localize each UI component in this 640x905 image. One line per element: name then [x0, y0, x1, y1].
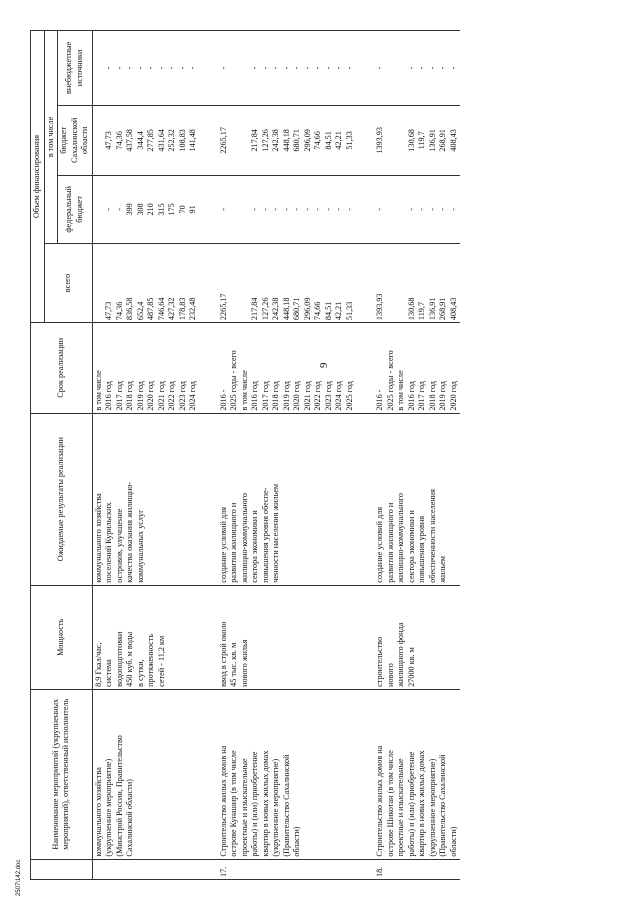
- federal-amount-line: -: [250, 208, 259, 211]
- regional-amount-line: 277,85: [146, 129, 155, 152]
- regional-amount-line: 268,91: [438, 129, 447, 152]
- federal-amount-line: -: [260, 208, 270, 211]
- total-amount-line: 746,64: [156, 297, 166, 321]
- capacity-line: нового жилья: [239, 639, 249, 687]
- row-number-cell: 17.: [218, 859, 357, 879]
- term-line: 2020 год: [292, 381, 301, 411]
- header-name: Наименование мероприятий (укрупненных мероприятий), ответственный исполнитель: [31, 689, 93, 859]
- header-num: [31, 859, 93, 879]
- capacity-cell: [374, 585, 460, 689]
- external-amount-line: -: [438, 66, 447, 70]
- measure-name-cell: [218, 689, 357, 859]
- external-amount-line: -: [125, 66, 134, 70]
- term-line: 2021 год: [156, 381, 166, 411]
- total-amount-line: 427,32: [167, 297, 176, 321]
- measure-name-line: (укрупненное мероприятие): [271, 758, 280, 857]
- total-amount-line: [386, 246, 397, 320]
- table-row: [374, 31, 460, 880]
- spacer-cell: [200, 585, 218, 689]
- capacity-line: жилищного фонда: [396, 622, 405, 687]
- expected-results-line: коммунального хозяйства: [93, 493, 103, 583]
- regional-amount-cell: [92, 105, 200, 175]
- federal-amount-line: -: [271, 208, 280, 211]
- external-amount-line: -: [167, 66, 176, 70]
- header-funding: Объем финансирования: [31, 31, 45, 323]
- spacer-cell: [200, 323, 218, 414]
- measure-name-cell: [374, 689, 460, 859]
- table-row: [218, 31, 357, 880]
- external-amount-line: -: [344, 66, 354, 70]
- total-amount-line: 136,91: [427, 297, 437, 321]
- regional-amount-line: 47,73: [104, 131, 113, 150]
- regional-amount-line: 296,09: [302, 129, 312, 152]
- term-line: 2016 -: [218, 389, 228, 411]
- external-amount-line: [386, 33, 397, 103]
- federal-amount-line: -: [114, 208, 124, 211]
- measure-name-line: проектные и изыскательные: [396, 758, 405, 857]
- row-spacer: [200, 31, 218, 880]
- measure-name-line: проектные и изыскательные: [239, 758, 249, 857]
- total-amount-line: [229, 246, 240, 320]
- measure-name-line: Строительство жилых домов на: [218, 745, 228, 857]
- term-line: 2018 год: [125, 381, 134, 411]
- table-header: [31, 31, 93, 880]
- total-amount-line: 84,51: [323, 301, 333, 321]
- measure-name-line: работы) и (или) приобретение: [250, 751, 259, 857]
- total-amount-cell: [218, 243, 357, 322]
- regional-amount-line: [94, 108, 105, 173]
- term-line: в том числе: [239, 370, 249, 411]
- term-line: 2022 год: [313, 381, 322, 411]
- federal-amount-line: -: [313, 208, 322, 211]
- total-amount-line: 268,91: [438, 297, 447, 321]
- total-amount-line: 448,18: [281, 297, 291, 321]
- regional-amount-line: 136,91: [427, 129, 437, 152]
- federal-amount-line: -: [218, 208, 228, 211]
- measure-name-line: Сахалинской области): [125, 779, 134, 857]
- expected-results-line: развития жилищного и: [385, 502, 395, 583]
- spacer-cell: [200, 413, 218, 585]
- expected-results-line: жильем: [438, 556, 447, 583]
- external-amount-line: [94, 33, 105, 103]
- regional-amount-line: [396, 108, 407, 173]
- regional-amount-line: [229, 108, 240, 173]
- federal-amount-line: [94, 178, 105, 241]
- federal-amount-line: -: [323, 208, 333, 211]
- term-line: 2018 год: [271, 381, 280, 411]
- expected-results-line: сектора экономики и: [250, 510, 259, 583]
- spacer-cell: [200, 175, 218, 243]
- regional-amount-line: 42,21: [334, 131, 343, 150]
- regional-amount-line: 130,68: [406, 129, 416, 152]
- federal-amount-line: 91: [188, 205, 197, 214]
- spacer-cell: [356, 323, 374, 414]
- federal-amount-cell: [218, 175, 357, 243]
- term-line: в том числе: [93, 370, 103, 411]
- capacity-line: система: [104, 659, 113, 687]
- total-amount-line: 51,33: [344, 301, 354, 321]
- federal-amount-line: 175: [167, 203, 176, 216]
- measure-name-line: (Минстрой России, Правительство: [114, 735, 124, 857]
- federal-amount-line: 70: [177, 205, 187, 214]
- capacity-cell: [92, 585, 200, 689]
- term-line: 2025 годы - всего: [385, 350, 395, 411]
- regional-amount-line: 252,32: [167, 129, 176, 152]
- external-amount-line: -: [375, 66, 384, 70]
- table-row: [92, 31, 200, 880]
- term-line: 2020 год: [448, 381, 458, 411]
- expected-results-line: качества оказания жилищно-: [125, 481, 134, 583]
- regional-amount-line: 344,4: [135, 131, 145, 150]
- external-amount-line: -: [406, 66, 416, 70]
- measure-name-line: (укрупненное мероприятие): [104, 758, 113, 857]
- external-amount-line: -: [114, 66, 124, 70]
- header-federal: федеральный бюджет: [58, 175, 93, 243]
- external-amount-line: -: [323, 66, 333, 70]
- external-amount-line: -: [302, 66, 312, 70]
- spacer-cell: [200, 689, 218, 859]
- total-amount-line: 652,4: [135, 301, 145, 321]
- external-amount-line: -: [271, 66, 280, 70]
- term-line: 2021 год: [302, 381, 312, 411]
- term-line: в том числе: [396, 370, 405, 411]
- regional-amount-line: 74,36: [114, 131, 124, 150]
- expected-results-line: коммунальных услуг: [135, 509, 145, 583]
- total-amount-line: 74,36: [114, 301, 124, 321]
- header-power: Мощность: [31, 585, 93, 689]
- regional-amount-line: 51,33: [344, 131, 354, 150]
- measure-name-line: острове Шикотан (в том числе: [385, 750, 395, 857]
- expected-results-line: создание условий для: [375, 507, 384, 583]
- expected-results-line: обеспеченности населения: [427, 489, 437, 583]
- funding-table: [30, 30, 460, 880]
- measure-name-line: Строительство жилых домов на: [375, 745, 384, 857]
- spacer-cell: [200, 31, 218, 106]
- capacity-line: 8,9 Гкал/час,: [93, 642, 103, 687]
- expected-results-line: создание условий для: [218, 507, 228, 583]
- total-amount-line: 242,38: [271, 297, 280, 321]
- regional-amount-line: 1393,93: [375, 127, 384, 154]
- federal-amount-line: -: [104, 208, 113, 211]
- spacer-cell: [200, 105, 218, 175]
- spacer-cell: [356, 31, 374, 106]
- external-amount-line: -: [417, 66, 426, 70]
- external-amount-line: [229, 33, 240, 103]
- external-amount-line: -: [260, 66, 270, 70]
- regional-amount-cell: [218, 105, 357, 175]
- term-line: 2019 год: [438, 381, 447, 411]
- expected-results-line: жилищно-коммунального: [396, 493, 405, 583]
- term-line: 2017 год: [114, 381, 124, 411]
- external-amount-cell: [218, 31, 357, 106]
- total-amount-line: [240, 246, 251, 320]
- term-line: 2019 год: [281, 381, 291, 411]
- external-amount-cell: [374, 31, 460, 106]
- spacer-cell: [356, 585, 374, 689]
- federal-amount-line: [229, 178, 240, 241]
- total-amount-line: 74,66: [313, 301, 322, 321]
- row-number-cell: [92, 859, 200, 879]
- term-line: 2023 год: [177, 381, 187, 411]
- expected-results-line: повышения уровня: [417, 516, 426, 583]
- term-line: 2017 год: [417, 381, 426, 411]
- expected-results-line: поселений Курильских: [104, 502, 113, 583]
- federal-amount-cell: [374, 175, 460, 243]
- capacity-line: сетей - 11,2 км: [156, 635, 166, 687]
- external-amount-cell: [92, 31, 200, 106]
- total-amount-line: 232,48: [188, 297, 197, 321]
- regional-amount-line: 242,38: [271, 129, 280, 152]
- federal-amount-line: 308: [135, 203, 145, 216]
- term-line: 2023 год: [323, 381, 333, 411]
- measure-name-line: работы) и (или) приобретение: [406, 751, 416, 857]
- measure-name-line: (Правительство Сахалинской: [438, 754, 447, 857]
- capacity-line: 45 тыс. кв. м: [229, 642, 238, 687]
- federal-amount-line: -: [448, 208, 458, 211]
- term-line: 2018 год: [427, 381, 437, 411]
- term-cell: [218, 323, 357, 414]
- term-line: 2016 год: [406, 381, 416, 411]
- capacity-line: 450 куб. м воды: [125, 631, 134, 687]
- row-spacer: [356, 31, 374, 880]
- measure-name-line: коммунального хозяйства: [93, 767, 103, 857]
- term-line: 2016 год: [250, 381, 259, 411]
- external-amount-line: -: [156, 66, 166, 70]
- expected-results-line: развития жилищного и: [229, 502, 238, 583]
- expected-results-cell: [218, 413, 357, 585]
- total-amount-cell: [374, 243, 460, 322]
- capacity-line: ввод в строй около: [218, 621, 228, 687]
- measure-name-line: квартир в новых жилых домах: [417, 750, 426, 857]
- footer-filename: 2507\142.doc: [16, 859, 22, 896]
- term-cell: [92, 323, 200, 414]
- total-amount-line: 680,71: [292, 297, 301, 321]
- capacity-cell: [218, 585, 357, 689]
- external-amount-line: -: [313, 66, 322, 70]
- total-amount-line: 178,83: [177, 297, 187, 321]
- header-total: всего: [44, 243, 92, 322]
- federal-amount-line: -: [344, 208, 354, 211]
- total-amount-line: [396, 246, 407, 320]
- external-amount-line: -: [448, 66, 458, 70]
- external-amount-line: -: [146, 66, 155, 70]
- regional-amount-line: [240, 108, 251, 173]
- regional-amount-line: 2265,17: [218, 127, 228, 154]
- term-cell: [374, 323, 460, 414]
- spacer-cell: [200, 243, 218, 322]
- external-amount-line: -: [188, 66, 197, 70]
- capacity-line: 27000 кв. м: [406, 647, 416, 687]
- header-results: Ожидаемые результаты реализации: [31, 413, 93, 585]
- table-body: [92, 31, 460, 880]
- regional-amount-line: 119,7: [417, 131, 426, 150]
- header-term: Срок реализации: [31, 323, 93, 414]
- external-amount-line: -: [104, 66, 113, 70]
- capacity-line: протяженность: [146, 633, 155, 687]
- total-amount-line: 1393,93: [375, 293, 384, 321]
- spacer-cell: [356, 413, 374, 585]
- total-amount-line: [94, 246, 105, 320]
- spacer-cell: [356, 243, 374, 322]
- regional-amount-line: 141,48: [188, 129, 197, 152]
- total-amount-line: 836,58: [125, 297, 134, 321]
- measure-name-line: острове Кунашир (в том числе: [229, 750, 238, 857]
- regional-amount-cell: [374, 105, 460, 175]
- federal-amount-cell: [92, 175, 200, 243]
- header-external: внебюджетные источники: [58, 31, 93, 106]
- total-amount-line: 487,85: [146, 297, 155, 321]
- federal-amount-line: -: [427, 208, 437, 211]
- federal-amount-line: [396, 178, 407, 241]
- expected-results-cell: [92, 413, 200, 585]
- spacer-cell: [356, 689, 374, 859]
- federal-amount-line: -: [375, 208, 384, 211]
- external-amount-line: [396, 33, 407, 103]
- term-line: 2022 год: [167, 381, 176, 411]
- total-amount-cell: [92, 243, 200, 322]
- measure-name-line: (Правительство Сахалинской: [281, 754, 291, 857]
- total-amount-line: 119,7: [417, 301, 426, 321]
- term-line: 2024 год: [188, 381, 197, 411]
- regional-amount-line: [386, 108, 397, 173]
- total-amount-line: 408,43: [448, 297, 458, 321]
- measure-name-line: области): [292, 826, 301, 857]
- external-amount-line: -: [292, 66, 301, 70]
- expected-results-cell: [374, 413, 460, 585]
- row-number-cell: 18.: [374, 859, 460, 879]
- term-line: 2020 год: [146, 381, 155, 411]
- total-amount-line: 296,09: [302, 297, 312, 321]
- external-amount-line: -: [427, 66, 437, 70]
- header-incl: в том числе: [44, 31, 58, 244]
- regional-amount-line: 408,43: [448, 129, 458, 152]
- total-amount-line: 42,21: [334, 301, 343, 321]
- regional-amount-line: 448,18: [281, 129, 291, 152]
- capacity-line: в сутки,: [135, 659, 145, 687]
- page-number: 9: [318, 362, 330, 368]
- term-line: 2024 год: [334, 381, 343, 411]
- total-amount-line: 130,68: [406, 297, 416, 321]
- regional-amount-line: 437,58: [125, 129, 134, 152]
- total-amount-line: 127,26: [260, 297, 270, 321]
- external-amount-line: -: [218, 66, 228, 70]
- measure-name-line: (укрупненное мероприятие): [427, 758, 437, 857]
- regional-amount-line: 108,83: [177, 129, 187, 152]
- expected-results-line: островов, улучшение: [114, 508, 124, 583]
- spacer-cell: [200, 859, 218, 879]
- regional-amount-line: 84,51: [323, 131, 333, 150]
- federal-amount-line: -: [281, 208, 291, 211]
- total-amount-line: 2265,17: [218, 293, 228, 321]
- expected-results-line: сектора экономики и: [406, 510, 416, 583]
- federal-amount-line: 399: [125, 203, 134, 216]
- term-line: 2025 годы - всего: [229, 350, 238, 411]
- term-line: 2019 год: [135, 381, 145, 411]
- federal-amount-line: -: [438, 208, 447, 211]
- total-amount-line: 47,73: [104, 301, 113, 321]
- capacity-line: водоподготовки: [114, 631, 124, 687]
- spacer-cell: [356, 859, 374, 879]
- regional-amount-line: 127,26: [260, 129, 270, 152]
- term-line: 2025 год: [344, 381, 354, 411]
- federal-amount-line: -: [292, 208, 301, 211]
- federal-amount-line: [240, 178, 251, 241]
- header-regional: бюджет Сахалинской области: [58, 105, 93, 175]
- federal-amount-line: -: [406, 208, 416, 211]
- term-line: 2017 год: [260, 381, 270, 411]
- term-line: 2016 год: [104, 381, 113, 411]
- federal-amount-line: -: [302, 208, 312, 211]
- external-amount-line: -: [250, 66, 259, 70]
- rotated-page: [30, 30, 610, 880]
- spacer-cell: [356, 175, 374, 243]
- federal-amount-line: 210: [146, 203, 155, 216]
- external-amount-line: [240, 33, 251, 103]
- expected-results-line: повышения уровня обеспе-: [260, 487, 270, 583]
- external-amount-line: -: [177, 66, 187, 70]
- regional-amount-line: 431,64: [156, 129, 166, 152]
- total-amount-line: 217,84: [250, 297, 259, 321]
- regional-amount-line: 74,66: [313, 131, 322, 150]
- measure-name-cell: [92, 689, 200, 859]
- external-amount-line: -: [281, 66, 291, 70]
- capacity-line: строительство: [375, 636, 384, 687]
- regional-amount-line: 217,84: [250, 129, 259, 152]
- federal-amount-line: -: [334, 208, 343, 211]
- expected-results-line: ченности населения жильем: [271, 483, 280, 583]
- capacity-line: нового: [385, 663, 395, 687]
- federal-amount-line: [386, 178, 397, 241]
- federal-amount-line: -: [417, 208, 426, 211]
- federal-amount-line: 315: [156, 203, 166, 216]
- spacer-cell: [356, 105, 374, 175]
- external-amount-line: -: [135, 66, 145, 70]
- expected-results-line: жилищно-коммунального: [239, 493, 249, 583]
- measure-name-line: квартир в новых жилых домах: [260, 750, 270, 857]
- measure-name-line: области): [448, 826, 458, 857]
- regional-amount-line: 680,71: [292, 129, 301, 152]
- external-amount-line: -: [334, 66, 343, 70]
- term-line: 2016 -: [375, 389, 384, 411]
